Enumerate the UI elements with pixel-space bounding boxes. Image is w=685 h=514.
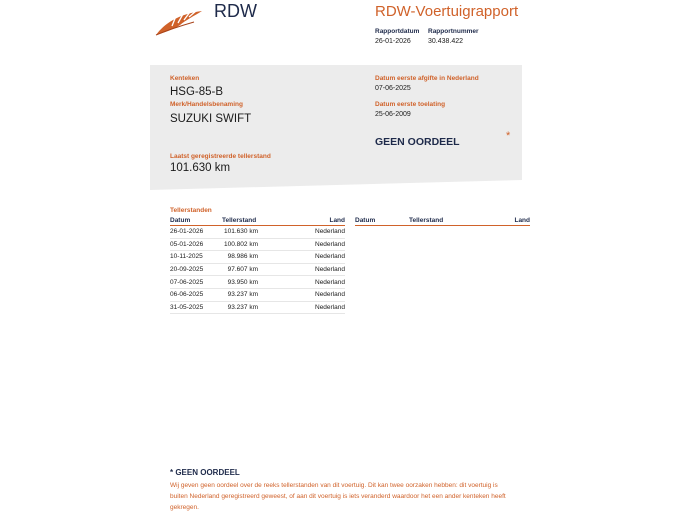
report-title: RDW-Voertuigrapport [375, 3, 519, 20]
table-row [170, 263, 345, 276]
make-label: Merk/Handelsbenaming [170, 101, 243, 108]
report-date-value: 26-01-2026 [375, 38, 411, 45]
table-row [170, 276, 345, 289]
readings-table-left [170, 216, 345, 314]
reading-country: Nederland [258, 276, 345, 289]
col-header-country: Land [459, 216, 530, 226]
first-nl-label: Datum eerste afgifte in Nederland [375, 75, 479, 82]
odometer-value: 101.630 km [170, 162, 231, 174]
plate-value: HSG-85-B [170, 86, 224, 98]
reading-date: 20-09-2025 [170, 263, 222, 276]
reading-country: Nederland [258, 301, 345, 314]
reading-date: 31-05-2025 [170, 301, 222, 314]
reading-date: 26-01-2026 [170, 226, 222, 239]
reading-country: Nederland [258, 226, 345, 239]
report-number-label: Rapportnummer [428, 28, 479, 35]
plate-label: Kenteken [170, 75, 200, 82]
brand-name: RDW [214, 1, 257, 21]
reading-value: 93.237 km [222, 288, 258, 301]
reading-date: 05-01-2026 [170, 238, 222, 251]
panel-notch [150, 180, 522, 190]
table-row [170, 301, 345, 314]
reading-value: 97.607 km [222, 263, 258, 276]
footnote-text: Wij geven geen oordeel over de reeks tellerstanden van dit voertuig. Dit kan twee oorzaken hebben: dit voertuig is buiten Nederland geregistreerd geweest, of aan dit voertuig is iets veranderd waardoor het een ander kenteken heeft gekregen. [170, 482, 506, 511]
col-header-reading: Tellerstand [222, 216, 257, 224]
make-value: SUZUKI SWIFT [170, 113, 252, 125]
reading-date: 06-06-2025 [170, 288, 222, 301]
table-row [170, 251, 345, 264]
first-admission-value: 25-06-2009 [375, 111, 411, 118]
reading-value: 101.630 km [222, 226, 258, 239]
reading-date: 07-06-2025 [170, 276, 222, 289]
reading-country: Nederland [258, 251, 345, 264]
col-header-date: Datum [170, 216, 222, 226]
first-admission-label: Datum eerste toelating [375, 101, 446, 108]
first-nl-value: 07-06-2025 [375, 85, 411, 92]
reading-value: 93.237 km [222, 301, 258, 314]
col-header-country: Land [258, 216, 345, 226]
col-header-reading: Tellerstand [409, 216, 459, 226]
footnote-title: * GEEN OORDEEL [170, 468, 240, 477]
reading-value: 100.802 km [222, 238, 258, 251]
table-row [170, 288, 345, 301]
odometer-label: Laatst geregistreerde tellerstand [170, 153, 271, 160]
readings-table-right [355, 216, 530, 226]
reading-value: 93.950 km [222, 276, 258, 289]
reading-country: Nederland [258, 288, 345, 301]
reading-value: 98.986 km [222, 251, 258, 264]
verdict-asterisk: * [506, 130, 511, 142]
reading-country: Nederland [258, 238, 345, 251]
reading-country: Nederland [258, 263, 345, 276]
col-header-date: Datum [355, 216, 409, 226]
table-row [170, 238, 345, 251]
verdict-text: GEEN OORDEEL [375, 136, 460, 148]
reading-date: 10-11-2025 [170, 251, 222, 264]
readings-title: Tellerstanden [170, 207, 212, 214]
table-row [170, 226, 345, 239]
report-date-label: Rapportdatum [375, 28, 420, 35]
report-number-value: 30.438.422 [428, 38, 464, 45]
rdw-logo-icon [154, 8, 206, 38]
